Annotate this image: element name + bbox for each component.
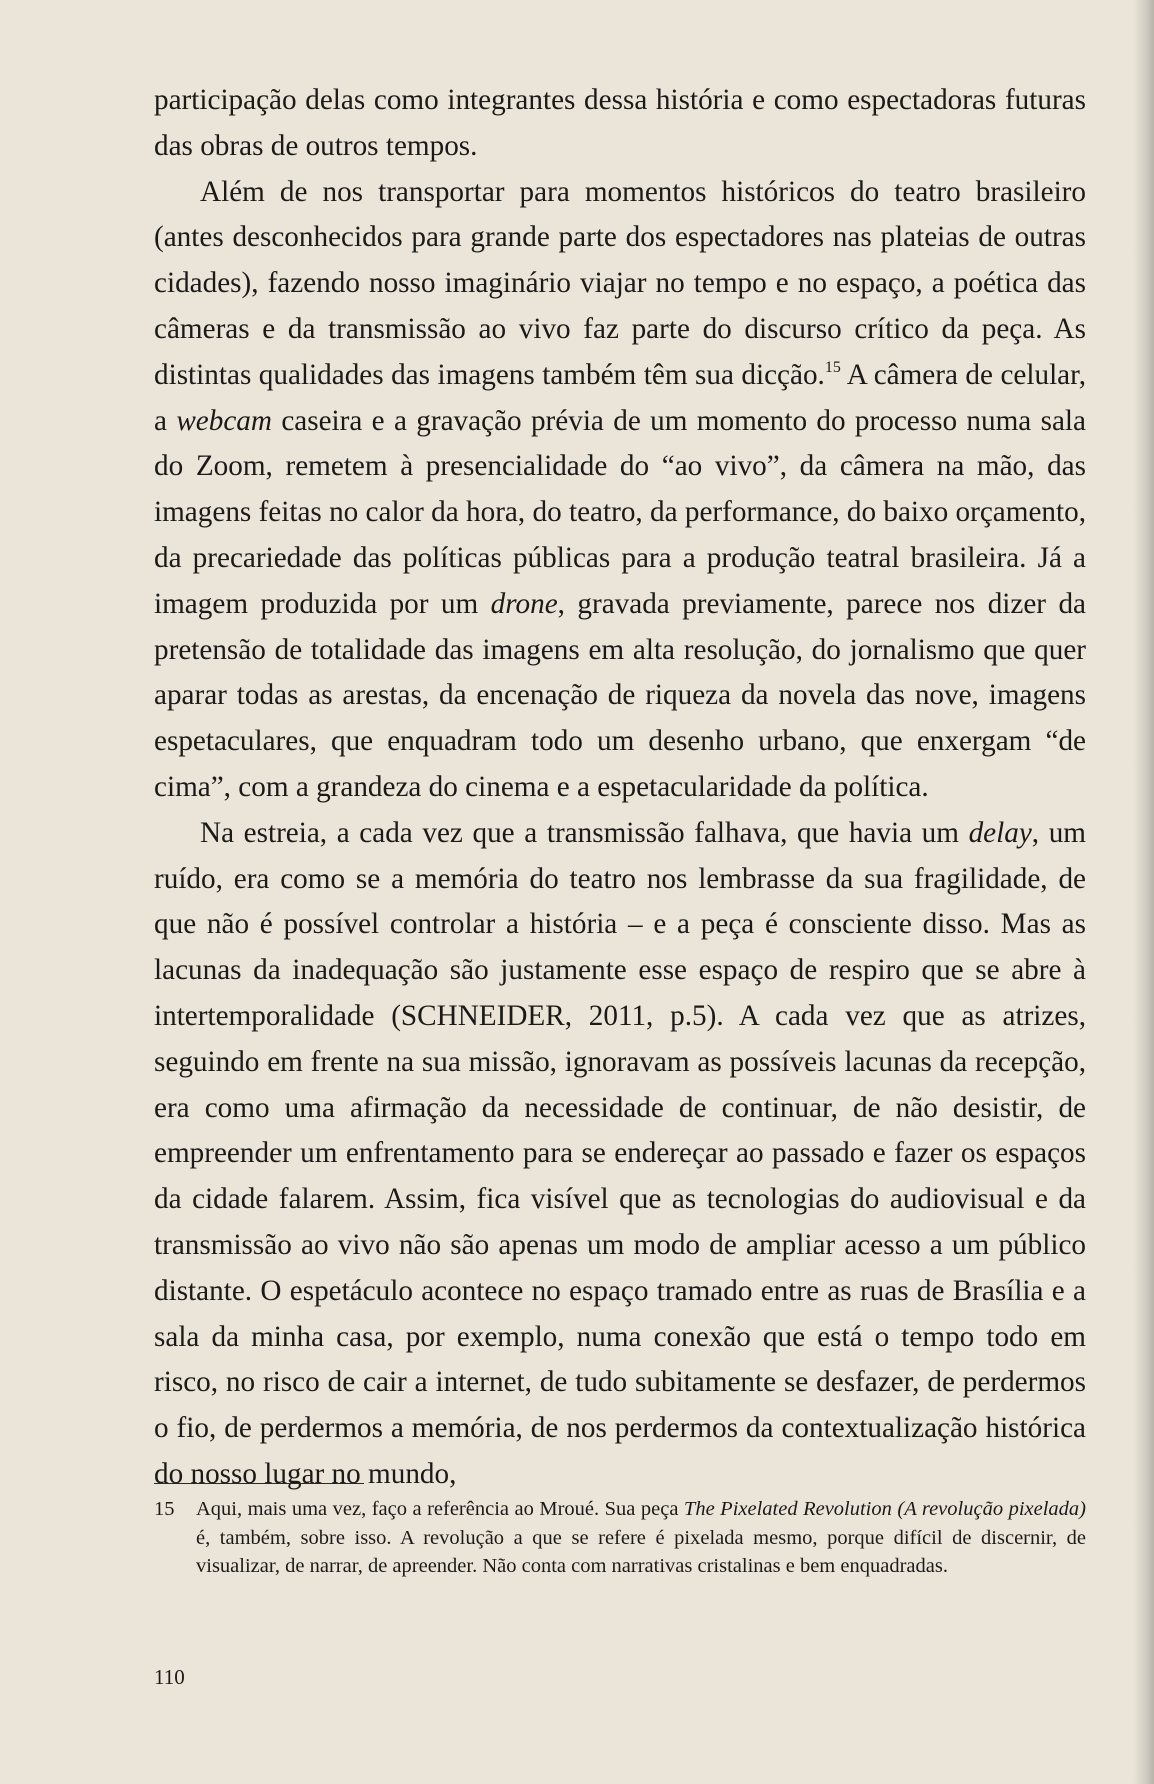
footnote-text-b: é, também, sobre isso. A revolução a que se refere é pixelada mesmo, porque difícil de discernir, de visualizar, de narrar, de apreender. Não conta com narrativas cristalinas e bem enquadradas. [196,1526,1086,1577]
paragraph-3 [154,811,1086,1498]
paragraph-2-text-d: , gravada previamente, parece nos dizer da pretensão de totalidade das imagens em alta resolução, do jornalismo que quer aparar todas as arestas, da encenação de riqueza da novela das nove, imagens espetaculares, que enquadram todo um desenho urbano, que enxergam “de cima”, com a grandeza do cinema e a espetacularidade da política. [154,587,1087,803]
italic-delay: delay [968,816,1032,849]
footnote-reference-15[interactable]: 15 [824,358,841,376]
footnote-italic-title: The Pixelated Revolution (A revolução pixelada) [683,1498,1086,1520]
paragraph-3-text-b: , um ruído, era como se a memória do teatro nos lembrasse da sua fragilidade, de que não é possível controlar a história – e a peça é consciente disso. Mas as lacunas da inadequação são justamente esse espaço de respiro que se abre à intertemporalidade (SCHNEIDER, 2011, p.5). A cada vez que as atrizes, seguindo em frente na sua missão, ignoravam as possíveis lacunas da recepção, era como uma afirmação da necessidade de continuar, de não desistir, de empreender um enfrentamento para se endereçar ao passado e fazer os espaços da cidade falarem. Assim, fica visível que as tecnologias do audiovisual e da transmissão ao vivo não são apenas um modo de ampliar acesso a um público distante. O espetáculo acontece no espaço tramado entre as ruas de Brasília e a sala da minha casa, por exemplo, numa conexão que está o tempo todo em risco, no risco de cair a internet, de tudo subitamente se desfazer, de perdermos o fio, de perdermos a memória, de nos perdermos da contextualização histórica do nosso lugar no mundo, [154,816,1086,1490]
footnote-number: 15 [154,1498,175,1520]
footnote-text [196,1495,1086,1581]
paragraph-2-text-c: caseira e a gravação prévia de um momento do processo numa sala do Zoom, remetem à presencialidade do “ao vivo”, da câmera na mão, das imagens feitas no calor da hora, do teatro, da performance, do baixo orçamento, da precariedade das políticas públicas para a produção teatral brasileira. Já a imagem produzida por um [154,404,1087,620]
italic-webcam: webcam [176,404,272,437]
page-number: 110 [154,1665,185,1689]
footnote-15 [154,1495,1086,1581]
paragraph-1-text: participação delas como integrantes dessa história e como espectadoras futuras das obras de outros tempos. [154,84,1086,162]
paragraph-1 [154,78,1086,170]
paragraph-2-text-b: A câmera de celular, a [154,358,1086,437]
paragraph-2 [154,170,1086,811]
footnote-divider [154,1483,364,1484]
body-text [154,78,1086,1498]
paragraph-2-text-a: Além de nos transportar para momentos históricos do teatro brasileiro (antes desconhecidos para grande parte dos espectadores nas plateias de outras cidades), fazendo nosso imaginário viajar no tempo e no espaço, a poética das câmeras e da transmissão ao vivo faz parte do discurso crítico da peça. As distintas qualidades das imagens também têm sua dicção. [154,175,1086,391]
italic-drone: drone [490,587,558,620]
page-edge-shadow [1132,0,1154,1784]
footnote-text-a: Aqui, mais uma vez, faço a referência ao Mroué. Sua peça [196,1498,684,1520]
paragraph-3-text-a: Na estreia, a cada vez que a transmissão falhava, que havia um [200,816,969,849]
